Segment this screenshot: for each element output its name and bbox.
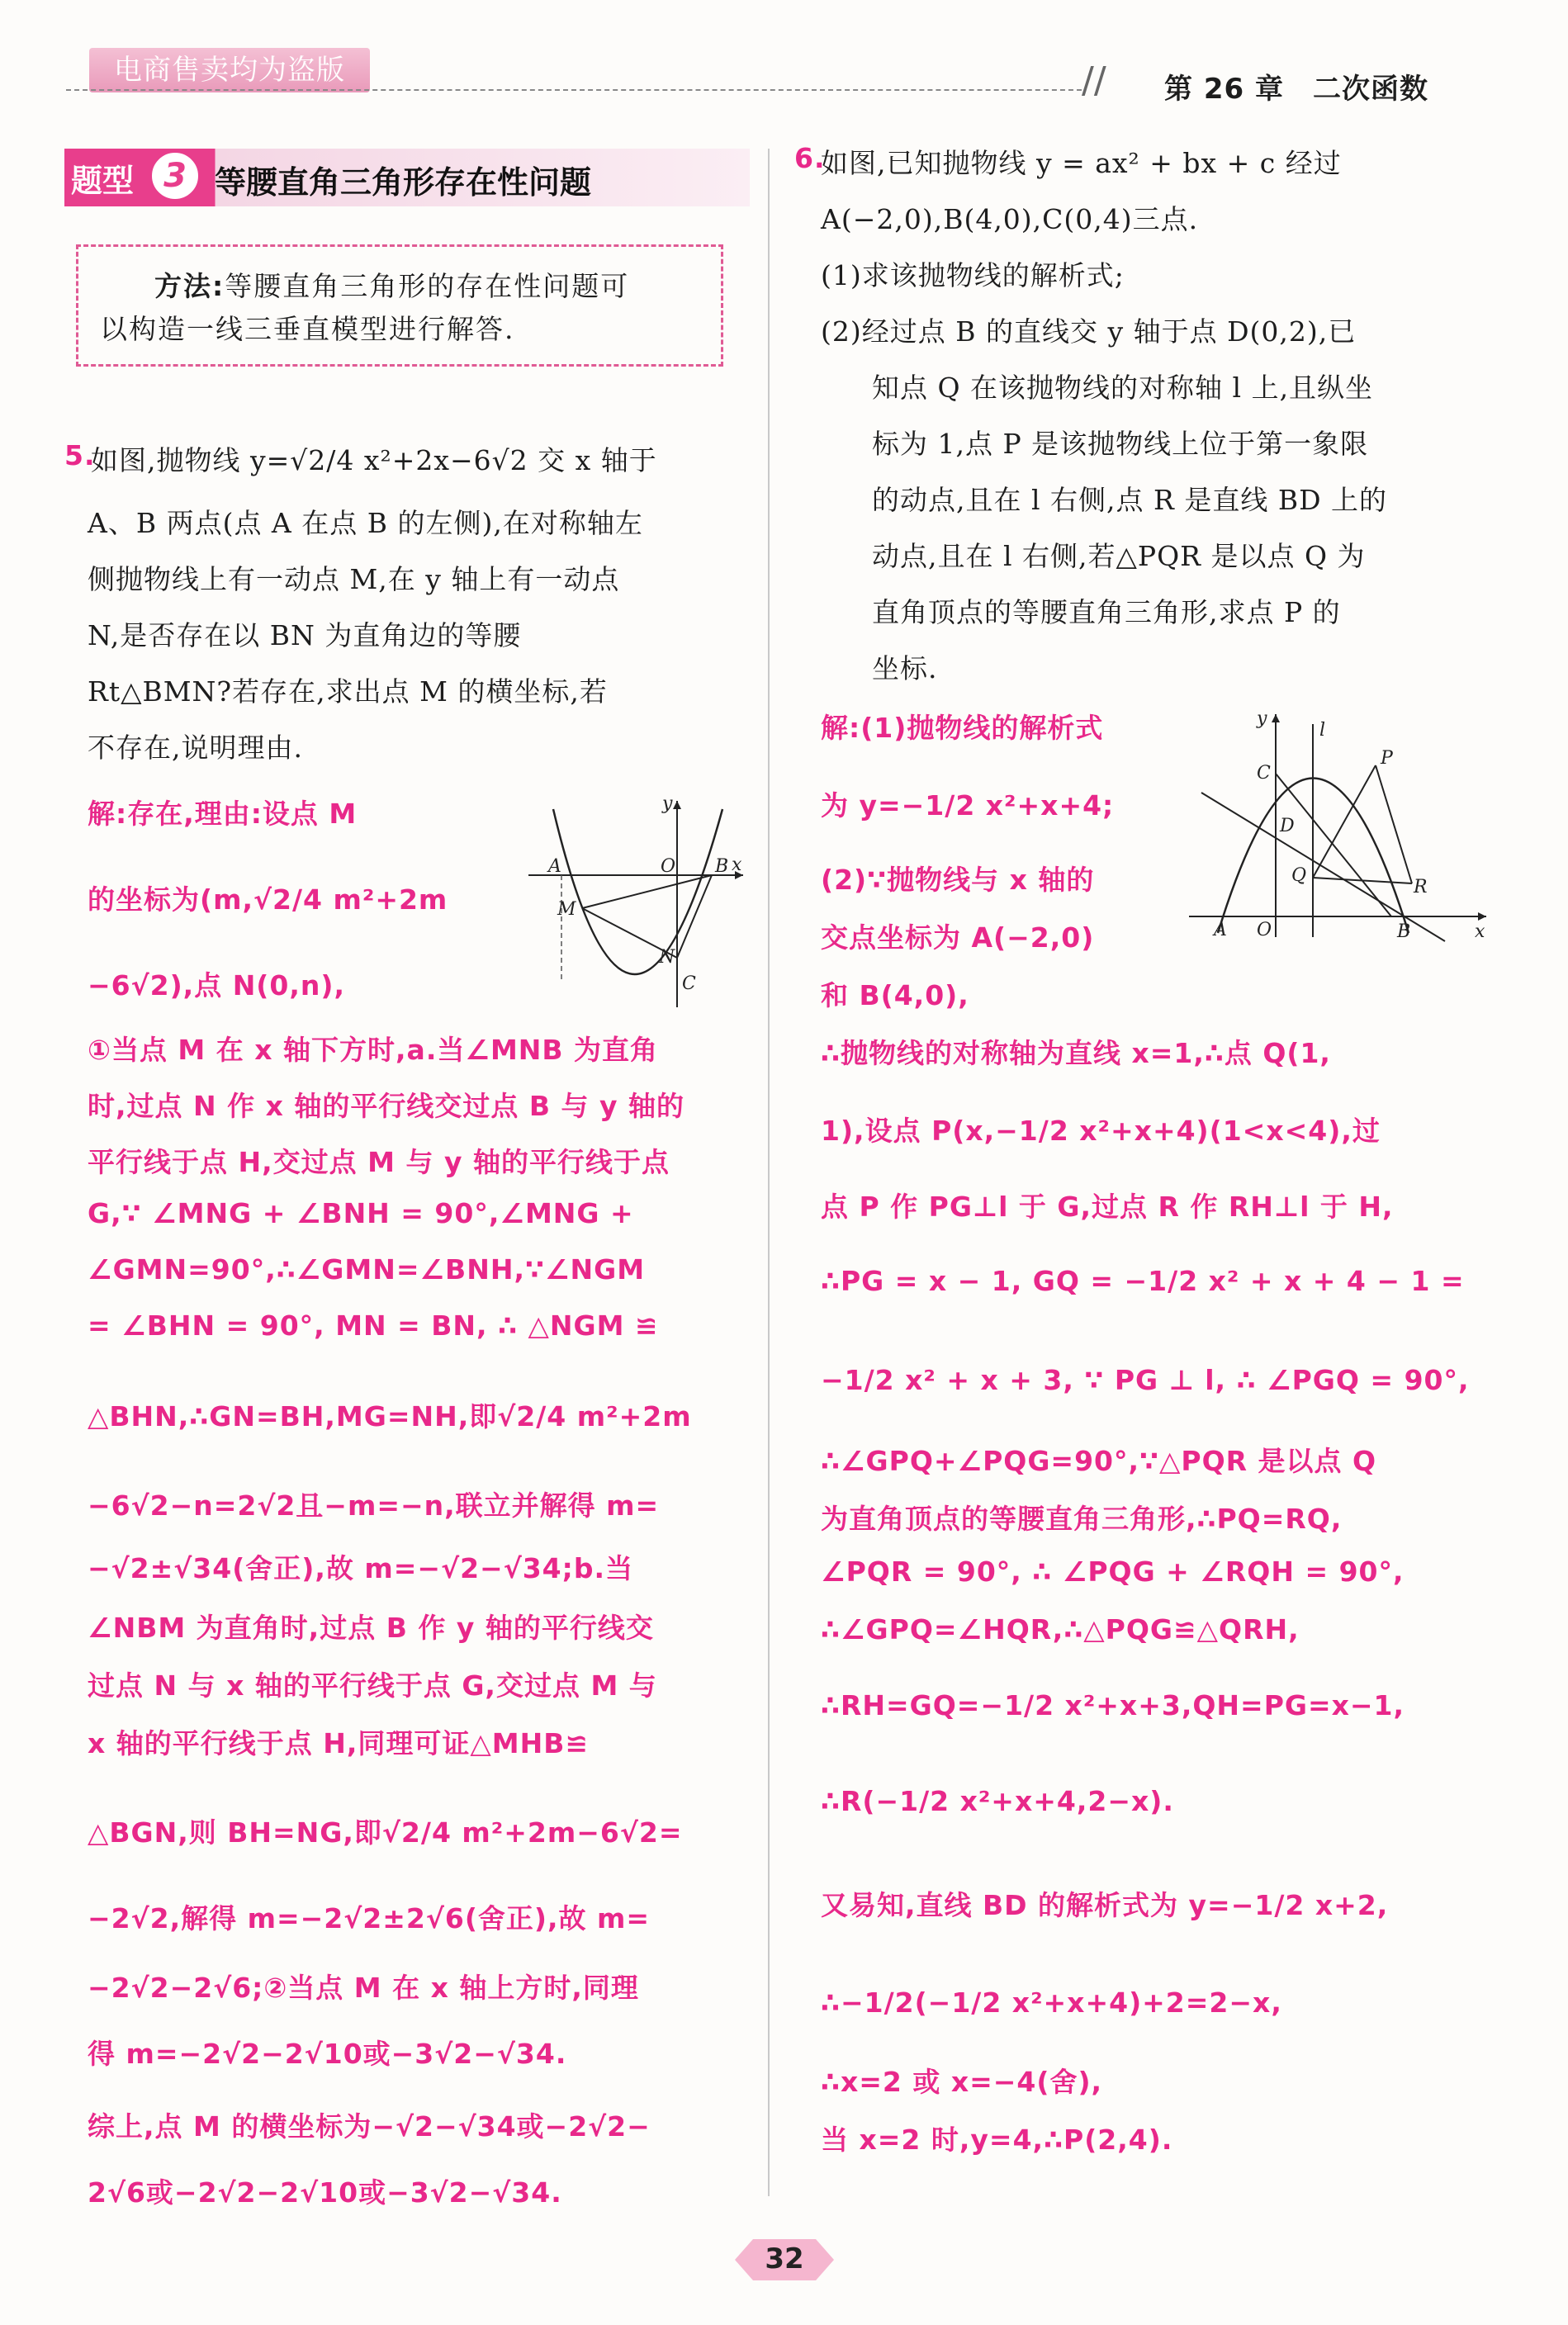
q5-solution-line: −2√2,解得 m=−2√2±2√6(舍正),故 m= — [88, 1902, 651, 1934]
header-rule — [66, 89, 1082, 91]
q6-solution-line: 为直角顶点的等腰直角三角形,∴PQ=RQ, — [821, 1503, 1343, 1535]
q5-label: y — [662, 793, 673, 814]
q5-line: 不存在,说明理由. — [88, 732, 303, 764]
q5-y-arrow — [673, 801, 681, 809]
q6-x-arrow — [1478, 912, 1486, 921]
q6-line: (2)经过点 B 的直线交 y 轴于点 D(0,2),已 — [821, 315, 1357, 348]
q6-label: B — [1397, 921, 1411, 942]
watermark-banner: 电商售卖均为盗版 — [89, 48, 370, 92]
q6-number: 6. — [794, 142, 826, 174]
q6-solution-line: 解:(1)抛物线的解析式 — [821, 712, 1104, 744]
q6-label: x — [1475, 921, 1485, 942]
q5-label: A — [548, 856, 561, 877]
q6-solution-line: ∴∠GPQ=∠HQR,∴△PQG≌△QRH, — [821, 1613, 1300, 1645]
q6-solution-line: ∴∠GPQ+∠PQG=90°,∵△PQR 是以点 Q — [821, 1445, 1377, 1477]
q5-solution-line: 的坐标为(m,√2/4 m²+2m — [88, 883, 448, 916]
q5-solution-line: ∠GMN=90°,∴∠GMN=∠BNH,∵∠NGM — [88, 1253, 646, 1286]
q5-line: Rt△BMN?若存在,求出点 M 的横坐标,若 — [88, 675, 608, 708]
q5-label: C — [682, 973, 696, 994]
q5-number: 5. — [64, 439, 96, 471]
q5-solution-line: 得 m=−2√2−2√10或−3√2−√34. — [88, 2038, 567, 2070]
q5-solution-line: −6√2−n=2√2且−m=−n,联立并解得 m= — [88, 1489, 660, 1522]
method-prefix: 方法: — [154, 270, 225, 302]
q6-line: 知点 Q 在该抛物线的对称轴 l 上,且纵坐 — [872, 372, 1374, 404]
q5-solution-line: 过点 N 与 x 轴的平行线于点 G,交过点 M 与 — [88, 1669, 657, 1702]
q6-y-arrow — [1272, 714, 1280, 722]
q6-segment-QP — [1313, 765, 1376, 878]
q5-label: N — [659, 947, 675, 968]
question-type-number-badge: 3 — [149, 149, 201, 202]
q5-solution-line: 解:存在,理由:设点 M — [88, 798, 358, 830]
header-slash-divider: // — [1082, 59, 1106, 102]
q6-solution-line: ∴−1/2(−1/2 x²+x+4)+2=2−x, — [821, 1986, 1282, 2019]
q6-line: 直角顶点的等腰直角三角形,求点 P 的 — [872, 596, 1341, 628]
q6-line-BD — [1201, 793, 1445, 941]
q5-solution-line: 综上,点 M 的横坐标为−√2−√34或−2√2− — [88, 2110, 651, 2143]
q5-solution-line: −2√2−2√6;②当点 M 在 x 轴上方时,同理 — [88, 1972, 639, 2004]
q5-solution-line: △BGN,则 BH=NG,即√2/4 m²+2m−6√2= — [88, 1816, 683, 1849]
q6-label: R — [1414, 877, 1428, 897]
q6-solution-line: ∴R(−1/2 x²+x+4,2−x). — [821, 1785, 1174, 1817]
chapter-title: 第 26 章 二次函数 — [1164, 73, 1428, 106]
q5-solution-line: −√2±√34(舍正),故 m=−√2−√34;b.当 — [88, 1552, 633, 1584]
q6-line: 标为 1,点 P 是该抛物线上位于第一象限 — [872, 428, 1369, 460]
q6-solution-line: ∴x=2 或 x=−4(舍), — [821, 2066, 1103, 2098]
q6-solution-line: 点 P 作 PG⊥l 于 G,过点 R 作 RH⊥l 于 H, — [821, 1191, 1394, 1223]
q5-figure — [520, 793, 751, 1016]
q6-label: Q — [1291, 865, 1307, 886]
q6-line: 动点,且在 l 右侧,若△PQR 是以点 Q 为 — [872, 540, 1366, 572]
q6-line: 坐标. — [872, 652, 938, 684]
q6-solution-line: 当 x=2 时,y=4,∴P(2,4). — [821, 2124, 1173, 2156]
question-type-title: 等腰直角三角形存在性问题 — [215, 164, 592, 201]
q6-label: y — [1257, 708, 1267, 729]
q5-label: O — [661, 856, 676, 877]
q6-label: D — [1280, 816, 1295, 836]
q5-label: M — [557, 899, 576, 920]
question-type-label: 题型 — [71, 163, 135, 199]
q6-line: 的动点,且在 l 右侧,点 R 是直线 BD 上的 — [872, 484, 1388, 516]
method-box — [76, 244, 723, 367]
q5-label: B — [715, 856, 729, 877]
q6-line: (1)求该抛物线的解析式; — [821, 259, 1125, 291]
q6-label: P — [1381, 748, 1393, 769]
q5-solution-line: G,∵ ∠MNG + ∠BNH = 90°,∠MNG + — [88, 1197, 634, 1229]
q5-segment-NB — [677, 875, 712, 958]
method-line-1: 等腰直角三角形的存在性问题可 — [225, 270, 630, 302]
q5-solution-line: 时,过点 N 作 x 轴的平行线交过点 B 与 y 轴的 — [88, 1090, 685, 1122]
q6-solution-line: 交点坐标为 A(−2,0) — [821, 921, 1095, 954]
q6-figure — [1181, 706, 1495, 945]
q6-solution-line: ∠PQR = 90°, ∴ ∠PQG + ∠RQH = 90°, — [821, 1556, 1405, 1588]
q6-segment-PR — [1376, 765, 1412, 883]
q5-line: A、B 两点(点 A 在点 B 的左侧),在对称轴左 — [88, 507, 643, 539]
column-divider — [768, 149, 770, 2196]
q6-solution-line: ∴PG = x − 1, GQ = −1/2 x² + x + 4 − 1 = — [821, 1265, 1465, 1297]
q6-label: C — [1257, 763, 1271, 784]
q5-parabola — [553, 809, 722, 974]
q5-solution-line: △BHN,∴GN=BH,MG=NH,即√2/4 m²+2m — [88, 1400, 692, 1432]
q5-solution-line: ①当点 M 在 x 轴下方时,a.当∠MNB 为直角 — [88, 1034, 659, 1066]
q5-solution-line: ∠NBM 为直角时,过点 B 作 y 轴的平行线交 — [88, 1612, 654, 1644]
q5-line: 如图,抛物线 y=√2/4 x²+2x−6√2 交 x 轴于 — [91, 444, 657, 476]
q6-segment-CB — [1276, 774, 1391, 916]
q6-solution-line: ∴RH=GQ=−1/2 x²+x+3,QH=PG=x−1, — [821, 1689, 1405, 1721]
q5-solution-line: −6√2),点 N(0,n), — [88, 969, 345, 1002]
q6-line: A(−2,0),B(4,0),C(0,4)三点. — [821, 203, 1199, 235]
q6-line: 如图,已知抛物线 y = ax² + bx + c 经过 — [821, 147, 1342, 179]
q6-solution-line: 为 y=−1/2 x²+x+4; — [821, 789, 1115, 822]
q5-solution-line: x 轴的平行线于点 H,同理可证△MHB≌ — [88, 1727, 590, 1759]
q6-label: l — [1319, 720, 1326, 741]
q6-label: O — [1257, 920, 1272, 940]
q6-solution-line: (2)∵抛物线与 x 轴的 — [821, 864, 1095, 896]
q5-solution-line: 2√6或−2√2−2√10或−3√2−√34. — [88, 2176, 562, 2209]
method-line-2: 以构造一线三垂直模型进行解答. — [100, 313, 515, 345]
q5-line: N,是否存在以 BN 为直角边的等腰 — [88, 619, 522, 651]
q6-solution-line: 1),设点 P(x,−1/2 x²+x+4)(1<x<4),过 — [821, 1115, 1381, 1147]
q6-solution-line: 又易知,直线 BD 的解析式为 y=−1/2 x+2, — [821, 1889, 1389, 1921]
q6-label: A — [1214, 920, 1227, 940]
q5-line: 侧抛物线上有一动点 M,在 y 轴上有一动点 — [88, 563, 620, 595]
q6-solution-line: ∴抛物线的对称轴为直线 x=1,∴点 Q(1, — [821, 1037, 1331, 1069]
page-number: 32 — [765, 2242, 804, 2275]
q5-label: x — [732, 855, 742, 875]
page-number-badge — [735, 2236, 834, 2284]
q6-segment-QR — [1313, 878, 1412, 883]
q6-solution-line: −1/2 x² + x + 3, ∵ PG ⊥ l, ∴ ∠PGQ = 90°, — [821, 1364, 1470, 1396]
q5-solution-line: 平行线于点 H,交过点 M 与 y 轴的平行线于点 — [88, 1146, 670, 1178]
q6-solution-line: 和 B(4,0), — [821, 979, 969, 1011]
q5-solution-line: = ∠BHN = 90°, MN = BN, ∴ △NGM ≌ — [88, 1309, 659, 1342]
